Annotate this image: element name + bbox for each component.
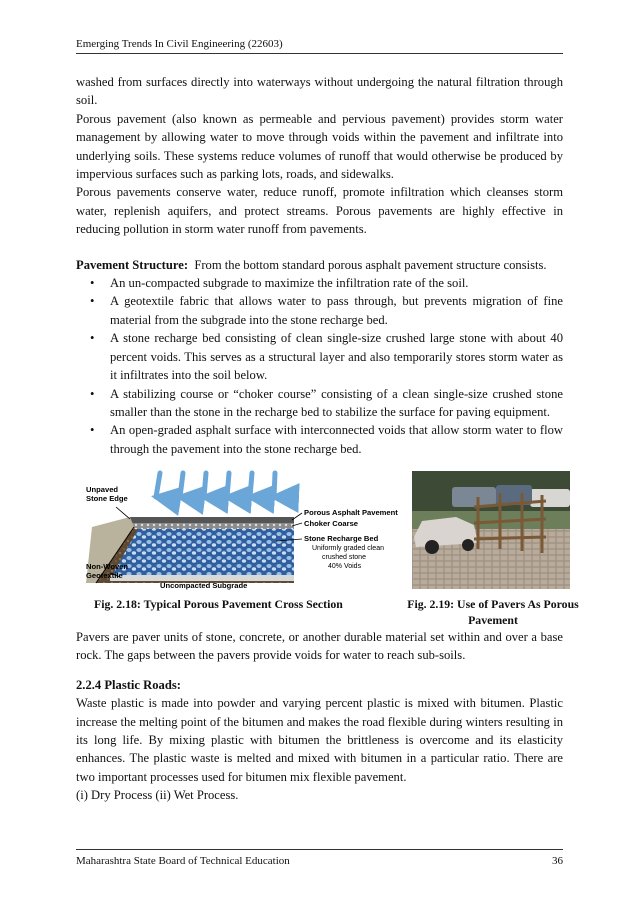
page-footer <box>76 855 563 867</box>
footer-org: Maharashtra State Board of Technical Education <box>76 855 290 867</box>
page-number: 36 <box>552 855 563 867</box>
list-item: • A geotextile fabric that allows water to pass through, but prevents migration of fine material from the subgrade into the stone recharge bed. <box>90 294 563 327</box>
label-nonwoven: Non-Woven <box>86 562 129 571</box>
label-stone-edge: Stone Edge <box>86 494 128 503</box>
section-paragraph: Waste plastic is made into powder and varying percent plastic is mixed with bitumen. Plastic increase the melting point of the bitumen and makes the road flexible during winters resulting in its long life. By mixing plastic with bitumen the brittleness is overcome and its elasticity enhances. The plastic waste is melted and mixed with bitumen in a particular ratio. There are two important processes used for bitumen mix flexible pavement. <box>76 696 563 784</box>
label-subgrade: Uncompacted Subgrade <box>160 581 248 590</box>
label-unpaved: Unpaved <box>86 485 119 494</box>
paragraph: Porous pavement (also known as permeable and pervious pavement) provides storm water management by allowing water to move through voids within the pavement and infiltrate into underlying soils. These systems reduce volumes of runoff that would otherwise be produced by impervious surfaces such as parking lots, roads, and sidewalks. <box>76 111 563 182</box>
choker-course-layer <box>132 523 294 529</box>
label-graded-2: crushed stone <box>322 554 366 561</box>
structure-intro-text: From the bottom standard porous asphalt pavement structure consists. <box>194 257 547 272</box>
structure-list <box>76 274 563 458</box>
paragraph: Porous pavements conserve water, reduce runoff, promote infiltration which cleanses storm water, replenish aquifers, and protect streams. Porous pavements are highly effective in reducing pollution in storm water runoff from pavements. <box>76 185 563 237</box>
bullet-icon: • <box>90 386 95 401</box>
section-heading: 2.2.4 Plastic Roads: <box>76 677 181 692</box>
asphalt-layer <box>130 517 294 523</box>
label-porous-asphalt: Porous Asphalt Pavement <box>304 508 398 517</box>
bullet-icon: • <box>90 294 95 309</box>
footer-rule <box>76 849 563 850</box>
bullet-icon: • <box>90 276 95 291</box>
list-item: • A stabilizing course or “choker course” consisting of a clean single-size crushed stone smaller than the stone in the recharge bed to stabilize the surface for paving equipment. <box>90 386 563 419</box>
label-choker: Choker Coarse <box>304 519 359 528</box>
lower-body <box>76 628 563 805</box>
bullet-icon: • <box>90 423 95 438</box>
porous-pavers-photo <box>412 471 570 589</box>
header-rule <box>76 53 563 54</box>
recharge-bed-layer <box>110 529 294 579</box>
label-recharge: Stone Recharge Bed <box>304 534 379 543</box>
structure-heading: Pavement Structure: <box>76 257 189 272</box>
figure-caption-2-18: Fig. 2.18: Typical Porous Pavement Cross Section <box>94 597 343 611</box>
structure-intro <box>76 256 563 274</box>
porous-pavement-cross-section <box>86 467 398 591</box>
list-item: • A stone recharge bed consisting of clean single-size crushed large stone with about 40 percent voids. This serves as a structural layer and also temporarily stores storm water as it infiltrates into the soil below. <box>90 331 563 383</box>
label-voids: 40% Voids <box>328 563 362 570</box>
label-graded-1: Uniformly graded clean <box>312 545 384 552</box>
list-item: • An open-graded asphalt surface with interconnected voids that allow storm water to flow through the pavement into the stone recharge bed. <box>90 423 563 456</box>
page-body <box>76 73 563 458</box>
paragraph: washed from surfaces directly into waterways without undergoing the natural filtration through soil. <box>76 75 563 108</box>
processes-line: (i) Dry Process (ii) Wet Process. <box>76 788 239 803</box>
pavers-paragraph: Pavers are paver units of stone, concrete, or another durable material set within and over a base rock. The gaps between the pavers provide voids for water to reach sub-soils. <box>76 630 563 663</box>
label-geotextile: Geotextile <box>86 571 123 580</box>
page-header: Emerging Trends In Civil Engineering (22603) <box>76 38 283 50</box>
bullet-icon: • <box>90 331 95 346</box>
figure-caption-2-19: Fig. 2.19: Use of Pavers As Porous Pavement <box>407 597 579 627</box>
list-item: • An un-compacted subgrade to maximize the infiltration rate of the soil. <box>86 274 563 292</box>
